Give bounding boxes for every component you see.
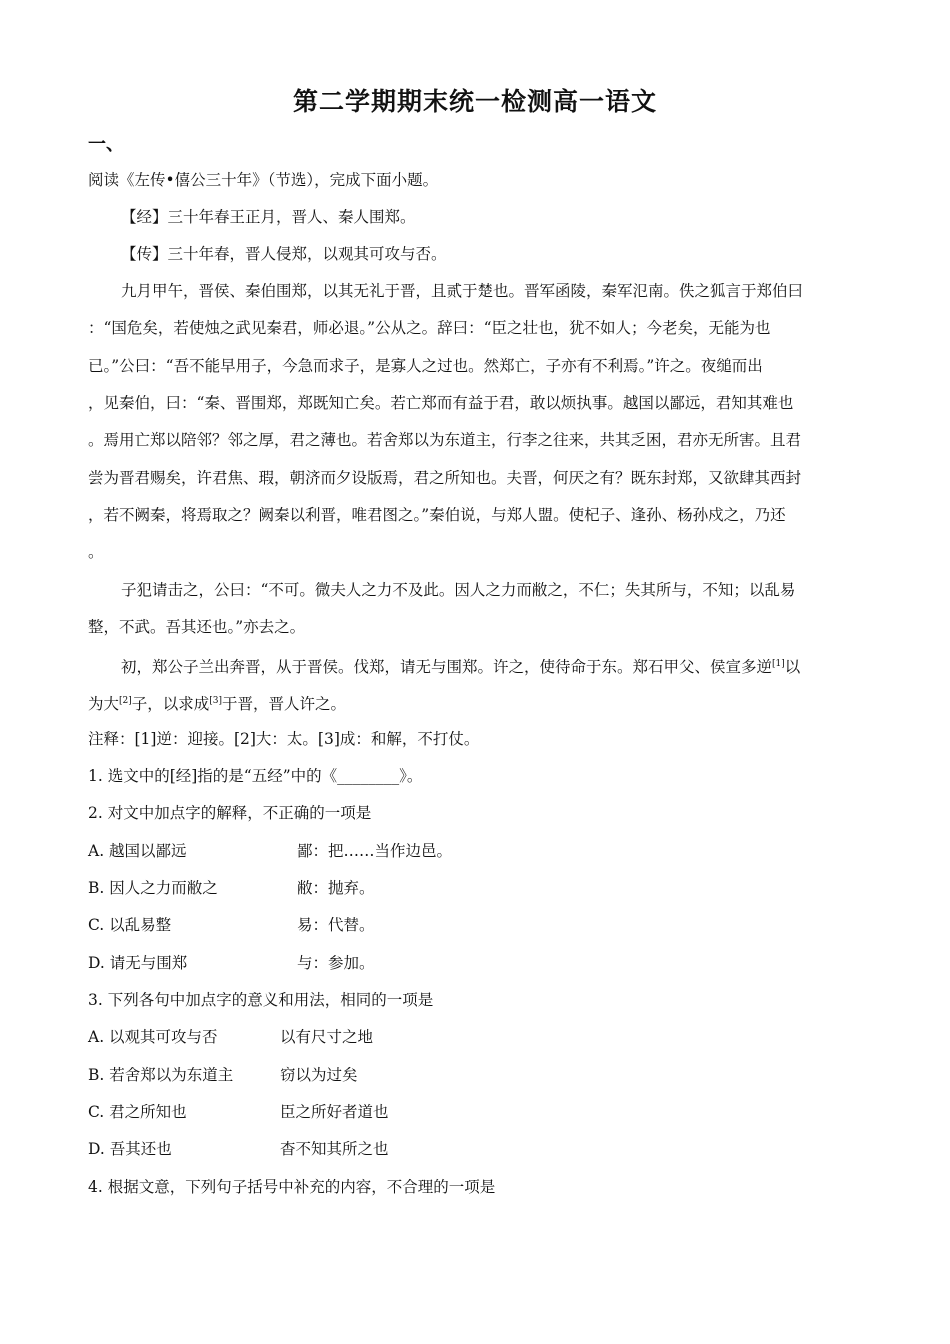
option-row <box>88 953 375 973</box>
option-row <box>88 1139 389 1159</box>
option-answer: 敝：抛弃。 <box>297 879 375 897</box>
option-answer: 窃以为过矣 <box>280 1066 358 1084</box>
option-row <box>88 878 375 898</box>
zhuan-text: 【传】三十年春，晋人侵郑，以观其可攻与否。 <box>121 245 447 263</box>
option-row <box>88 915 375 935</box>
passage-line: ：“国危矣，若使烛之武见秦君，师必退。”公从之。辞曰：“臣之壮也，犹不如人；今老矣，无能为也 <box>88 319 771 337</box>
passage-line: 。 <box>88 543 104 561</box>
option-label: A. 以观其可攻与否 <box>88 1028 218 1046</box>
question-2-stem: 2. 对文中加点字的解释，不正确的一项是 <box>88 804 372 822</box>
passage-line: 尝为晋君赐矣，许君焦、瑕，朝济而夕设版焉，君之所知也。夫晋，何厌之有？既东封郑，又欲肆其西封 <box>88 469 802 487</box>
footnote-marker: [2] <box>119 696 132 706</box>
option-answer: 臣之所好者道也 <box>280 1103 389 1121</box>
option-label: B. 若舍郑以为东道主 <box>88 1066 234 1084</box>
option-answer: 以有尺寸之地 <box>280 1028 374 1046</box>
option-answer: 与：参加。 <box>297 954 375 972</box>
passage-line: ，见秦伯，曰：“秦、晋围郑，郑既知亡矣。若亡郑而有益于君，敢以烦执事。越国以鄙远，君知其难也 <box>88 394 794 412</box>
passage-text: 于晋，晋人许之。 <box>222 695 347 714</box>
jing-text: 【经】三十年春王正月，晋人、秦人围郑。 <box>121 208 416 226</box>
option-row <box>88 1027 374 1047</box>
option-answer: 鄙：把……当作边邑。 <box>297 842 453 860</box>
option-answer: 易：代替。 <box>297 916 375 934</box>
option-row <box>88 841 453 861</box>
option-label: C. 以乱易整 <box>88 916 172 934</box>
passage-line: ，若不阙秦，将焉取之？阙秦以利晋，唯君图之。”秦伯说，与郑人盟。使杞子、逢孙、杨孙戍之，乃还 <box>88 506 786 524</box>
passage-line: 子犯请击之，公曰：“不可。微夫人之力不及此。因人之力而敝之，不仁；失其所与，不知；以乱易 <box>121 581 796 599</box>
option-label: C. 君之所知也 <box>88 1103 187 1121</box>
passage-text: 初，郑公子兰出奔晋，从于晋侯。伐郑，请无与围郑。许之，使待命于东。郑石甲父、侯宣多逆 <box>121 658 773 677</box>
passage-text: 以 <box>784 658 801 677</box>
passage-line: 已。”公曰：“吾不能早用子，今急而求子，是寡人之过也。然郑亡，子亦有不利焉。”许之。夜缒而出 <box>88 357 763 375</box>
option-label: D. 吾其还也 <box>88 1140 172 1158</box>
passage-line: 整，不武。吾其还也。”亦去之。 <box>88 618 306 636</box>
passage-line <box>121 654 800 677</box>
question-3-stem: 3. 下列各句中加点字的意义和用法，相同的一项是 <box>88 991 434 1009</box>
passage-line <box>88 691 346 714</box>
option-row <box>88 1102 389 1122</box>
passage-text: 子，以求成 <box>131 695 210 714</box>
option-row <box>88 1065 358 1085</box>
option-answer: 杳不知其所之也 <box>280 1140 389 1158</box>
option-label: B. 因人之力而敝之 <box>88 879 218 897</box>
section-heading: 一、 <box>88 134 124 155</box>
question-1: 1. 选文中的[经]指的是“五经”中的《________》。 <box>88 767 423 785</box>
page-title: 第二学期期末统一检测高一语文 <box>292 87 657 116</box>
passage-line: 九月甲午，晋侯、秦伯围郑，以其无礼于晋，且贰于楚也。晋军函陵，秦军氾南。佚之狐言于郑伯曰 <box>121 282 804 300</box>
option-label: D. 请无与围郑 <box>88 954 188 972</box>
reading-instruction: 阅读《左传•僖公三十年》（节选），完成下面小题。 <box>88 171 439 189</box>
footnote-marker: [3] <box>209 696 223 706</box>
passage-text: 为大 <box>88 695 120 714</box>
passage-line: 。焉用亡郑以陪邻？邻之厚，君之薄也。若舍郑以为东道主，行李之往来，共其乏困，君亦无所害。且君 <box>88 431 802 449</box>
option-label: A. 越国以鄙远 <box>88 842 187 860</box>
annotation-notes: 注释：[1]逆：迎接。[2]大：太。[3]成：和解，不打仗。 <box>88 730 480 748</box>
footnote-marker: [1] <box>772 659 785 669</box>
question-4-stem: 4. 根据文意，下列句子括号中补充的内容，不合理的一项是 <box>88 1178 496 1196</box>
